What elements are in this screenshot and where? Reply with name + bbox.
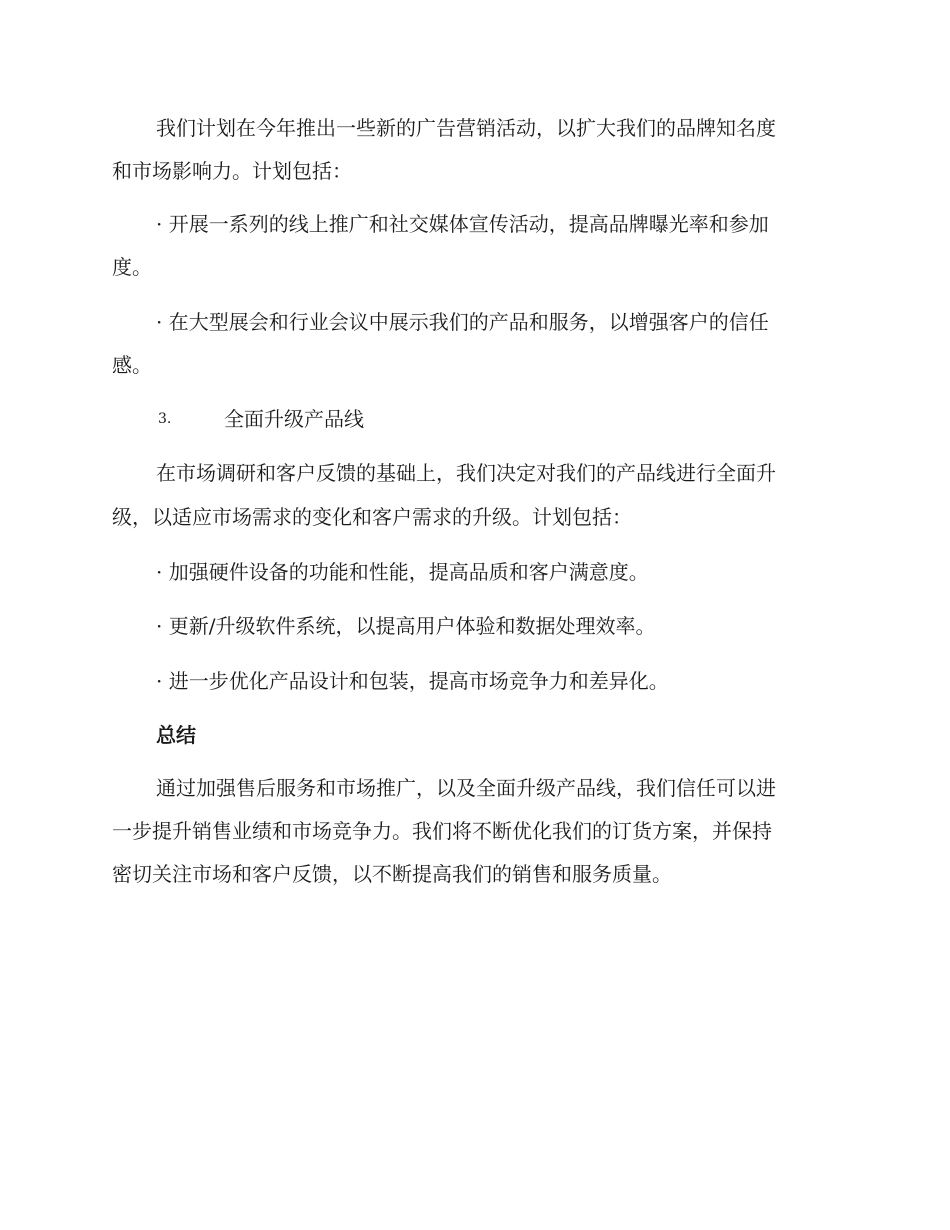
bullet-1-line-2: 度。 [112,255,152,279]
list-item: · 更新/升级软件系统，以提高用户体验和数据处理效率。 [156,614,656,638]
paragraph-1-line-2: 和市场影响力。计划包括： [112,159,352,183]
bullet-2-line-2: 感。 [112,353,152,377]
summary-line-3: 密切关注市场和客户反馈，以不断提高我们的销售和服务质量。 [112,862,672,886]
paragraph-1-line-1: 我们计划在今年推出一些新的广告营销活动，以扩大我们的品牌知名度 [156,116,776,140]
bullet-2-line-1: · 在大型展会和行业会议中展示我们的产品和服务，以增强客户的信任 [156,310,769,334]
paragraph-2-line-1: 在市场调研和客户反馈的基础上，我们决定对我们的产品线进行全面升 [156,461,776,485]
list-item: · 进一步优化产品设计和包装，提高市场竞争力和差异化。 [156,669,669,693]
section-3-number: 3. [158,411,172,427]
summary-line-1: 通过加强售后服务和市场推广，以及全面升级产品线，我们信任可以进 [156,776,776,800]
list-item: · 加强硬件设备的功能和性能，提高品质和客户满意度。 [156,560,649,584]
summary-heading: 总结 [156,723,196,747]
section-3-title: 全面升级产品线 [224,407,364,431]
summary-line-2: 一步提升销售业绩和市场竞争力。我们将不断优化我们的订货方案，并保持 [112,819,772,843]
paragraph-2-line-2: 级，以适应市场需求的变化和客户需求的升级。计划包括： [112,505,632,529]
bullet-1-line-1: · 开展一系列的线上推广和社交媒体宣传活动，提高品牌曝光率和参加 [156,212,769,236]
